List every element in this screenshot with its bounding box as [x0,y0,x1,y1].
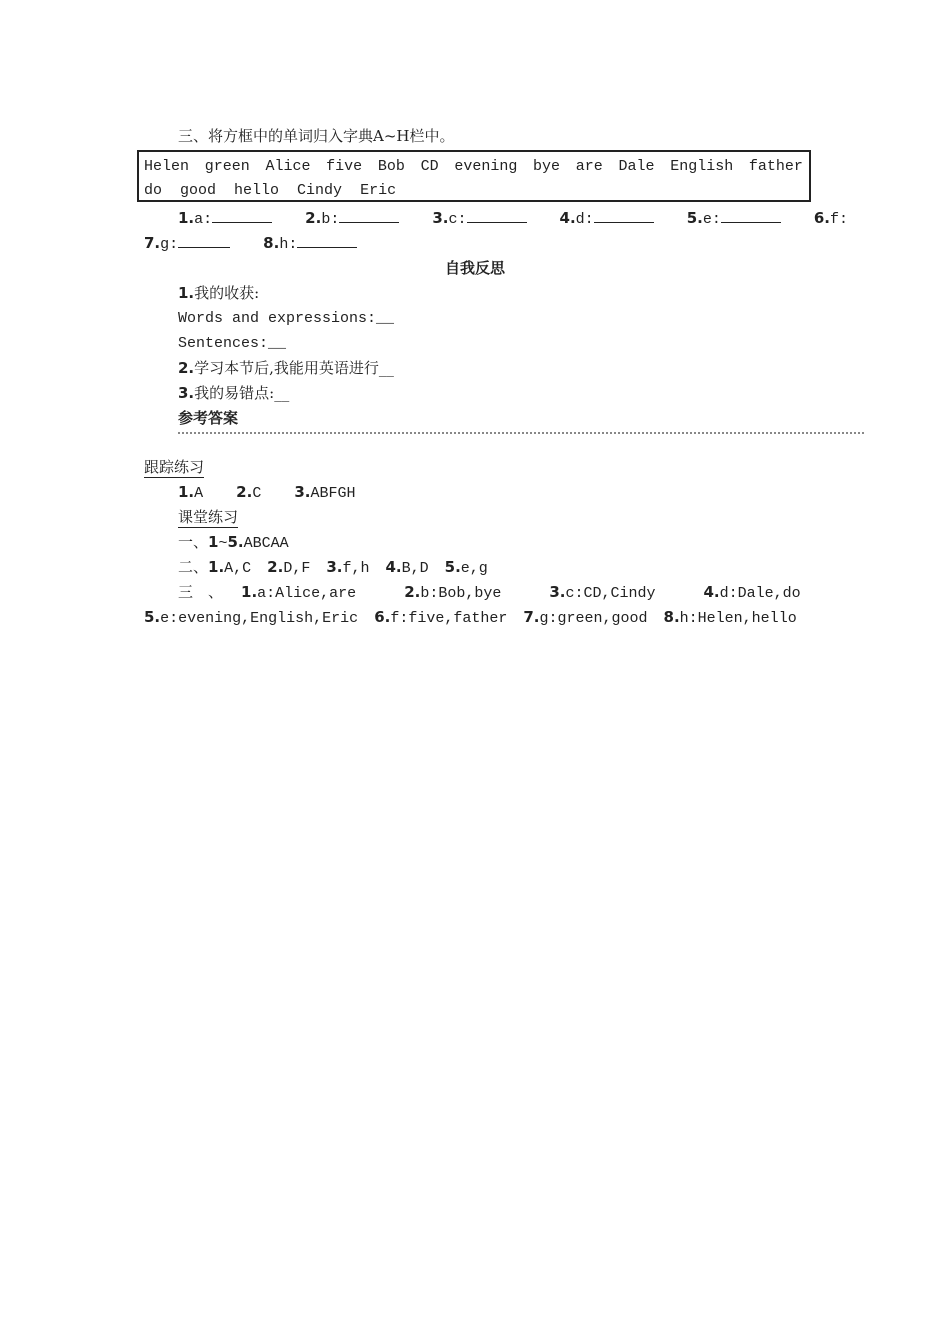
item-number: 2. [178,359,195,377]
answer-number: 5. [144,608,161,626]
answer-blank[interactable] [339,208,399,223]
tracking-answers [178,480,356,506]
answers-heading [178,406,238,431]
answer-text: C [252,485,262,502]
answer-number: 1. [178,483,195,501]
tracking-title [144,455,204,480]
question-number: 7. [144,234,161,252]
word-box-row-2 [144,178,803,203]
word: Alice [265,158,311,175]
answer-number: 5. [227,533,244,551]
question-label: f: [830,211,849,228]
part-prefix: 一、 [178,535,209,552]
question-number: 3. [432,209,449,227]
answer-text: ABCAA [243,535,289,552]
blanks-row-1 [178,206,848,232]
answer-number: 4. [703,583,720,601]
answer-text: A [194,485,204,502]
item-text: 我的收获: [194,284,260,302]
answer-number: 3. [294,483,311,501]
answer-text: B,D [401,560,429,577]
answer-blank[interactable] [178,233,230,248]
answer-number: 2. [236,483,253,501]
question-label: d: [575,211,594,228]
reflection-item-1 [178,281,259,306]
question-number: 4. [559,209,576,227]
word: five [326,158,363,175]
question-label: h: [279,236,298,253]
word: green [204,158,250,175]
part3-answers-row-2 [144,605,797,631]
question-label: g: [160,236,179,253]
answer-number: 8. [663,608,680,626]
word: father [748,158,803,175]
answer-number: 5. [444,558,461,576]
section3-title: 三、将方框中的单词归入字典A~H栏中。 [178,127,455,145]
question-number: 1. [178,209,195,227]
question-label: a: [194,211,213,228]
answer-blank[interactable] [297,233,357,248]
reflection-words: Words and expressions:__ [178,310,395,327]
item-number: 3. [178,384,195,402]
word-box-row-1 [144,154,803,179]
range-separator: ~ [218,535,228,552]
word: Eric [360,182,397,199]
answer-number: 3. [549,583,566,601]
answer-text: b:Bob,bye [420,585,502,602]
reflection-item-3 [178,381,289,406]
word-box [137,150,811,202]
dotted-divider [178,432,864,434]
answer-text: A,C [224,560,252,577]
word: evening [454,158,518,175]
reflection-item-2 [178,356,394,381]
answer-number: 1 [208,533,219,551]
word: CD [420,158,439,175]
answer-text: a:Alice,are [257,585,357,602]
word: hello [234,182,280,199]
question-label: e: [702,211,721,228]
question-number: 5. [686,209,703,227]
answer-number: 2. [404,583,421,601]
part-prefix: 二、 [178,560,209,577]
part1-answers [178,530,289,556]
word: Bob [377,158,405,175]
answer-text: e:evening,English,Eric [160,610,359,627]
answer-blank[interactable] [212,208,272,223]
answer-blank[interactable] [721,208,781,223]
word: good [180,182,217,199]
class-title [178,505,238,530]
word: English [670,158,734,175]
answer-blank[interactable] [467,208,527,223]
answer-number: 4. [385,558,402,576]
answer-number: 6. [374,608,391,626]
answer-text: c:CD,Cindy [565,585,656,602]
class-title-text: 课堂练习 [178,508,239,526]
reflection-sentences: Sentences:__ [178,335,287,352]
word: Cindy [297,182,343,199]
answer-text: f:five,father [390,610,508,627]
answers-heading-text: 参考答案 [178,409,239,427]
question-number: 8. [263,234,280,252]
word: do [144,182,163,199]
answer-text: h:Helen,hello [679,610,797,627]
answer-text: g:green,good [539,610,648,627]
answer-text: d:Dale,do [719,585,801,602]
item-text: 我的易错点:__ [194,384,290,402]
tracking-title-text: 跟踪练习 [144,458,205,476]
part-prefix: 三 、 [178,585,224,602]
answer-blank[interactable] [594,208,654,223]
answer-number: 3. [326,558,343,576]
item-number: 1. [178,284,195,302]
word: Helen [144,158,190,175]
answer-number: 1. [208,558,225,576]
answer-text: ABFGH [310,485,356,502]
item-text: 学习本节后,我能用英语进行__ [194,359,394,377]
question-number: 2. [305,209,322,227]
question-label: b: [321,211,340,228]
word: Dale [618,158,655,175]
word: bye [533,158,561,175]
answer-number: 7. [523,608,540,626]
question-label: c: [448,211,467,228]
blanks-row-2 [144,231,357,257]
answer-text: e,g [460,560,488,577]
answer-text: D,F [283,560,311,577]
answer-number: 2. [267,558,284,576]
question-number: 6. [813,209,830,227]
answer-number: 1. [241,583,258,601]
part3-answers-row-1 [178,580,801,606]
word: are [575,158,603,175]
part2-answers [178,555,488,581]
reflection-heading: 自我反思 [444,259,505,277]
answer-text: f,h [342,560,370,577]
